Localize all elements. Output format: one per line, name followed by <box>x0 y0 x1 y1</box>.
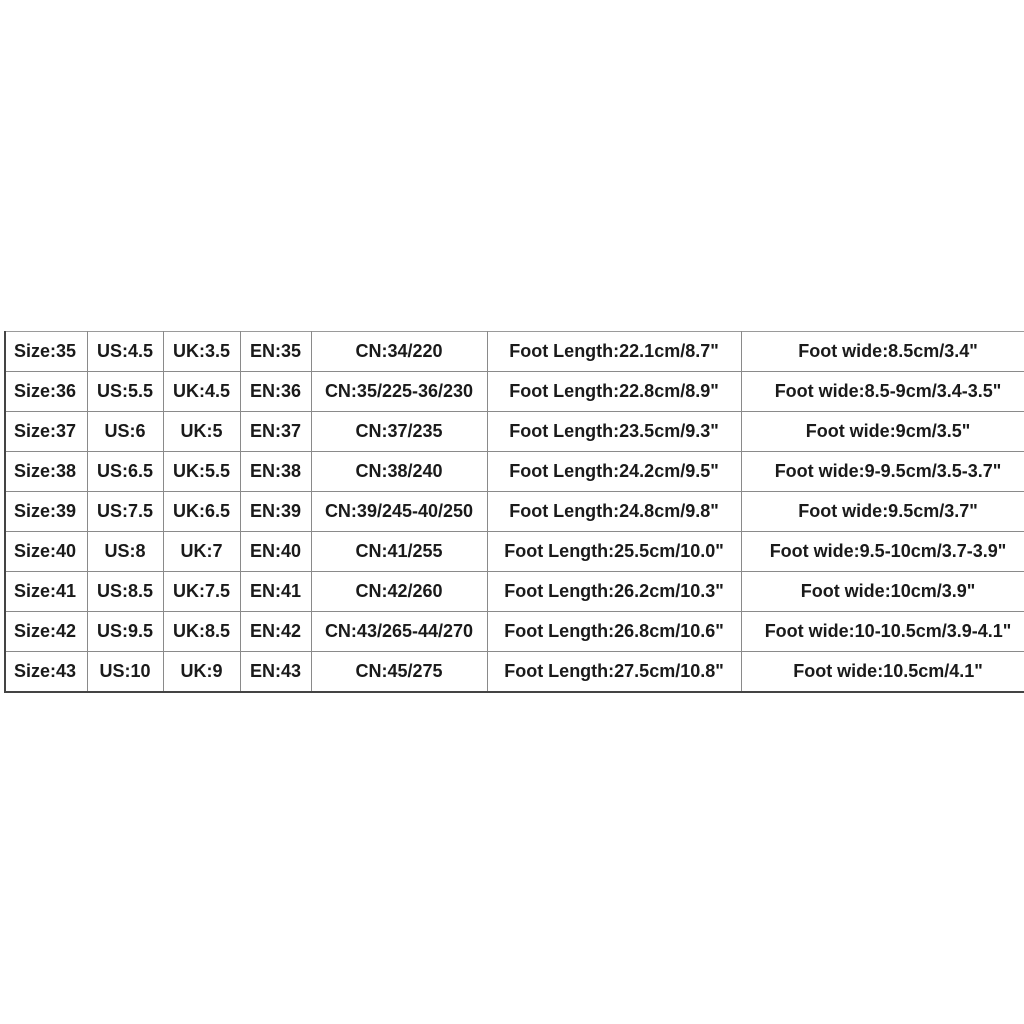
en-size-cell: EN:36 <box>240 372 311 412</box>
foot-wide-cell: Foot wide:10.5cm/4.1" <box>741 652 1024 693</box>
foot-length-cell: Foot Length:25.5cm/10.0" <box>487 532 741 572</box>
cn-size-cell: CN:43/265-44/270 <box>311 612 487 652</box>
uk-size-cell: UK:5 <box>163 412 240 452</box>
us-size-cell: US:8 <box>87 532 163 572</box>
cn-size-cell: CN:34/220 <box>311 332 487 372</box>
size-cell: Size:36 <box>5 372 87 412</box>
foot-wide-cell: Foot wide:10cm/3.9" <box>741 572 1024 612</box>
en-size-cell: EN:40 <box>240 532 311 572</box>
size-chart-body <box>5 332 1024 693</box>
cn-size-cell: CN:38/240 <box>311 452 487 492</box>
us-size-cell: US:9.5 <box>87 612 163 652</box>
table-row <box>5 452 1024 492</box>
en-size-cell: EN:42 <box>240 612 311 652</box>
foot-wide-cell: Foot wide:9cm/3.5" <box>741 412 1024 452</box>
foot-length-cell: Foot Length:26.8cm/10.6" <box>487 612 741 652</box>
us-size-cell: US:10 <box>87 652 163 693</box>
us-size-cell: US:5.5 <box>87 372 163 412</box>
us-size-cell: US:7.5 <box>87 492 163 532</box>
uk-size-cell: UK:7.5 <box>163 572 240 612</box>
size-cell: Size:35 <box>5 332 87 372</box>
size-cell: Size:40 <box>5 532 87 572</box>
size-cell: Size:38 <box>5 452 87 492</box>
size-cell: Size:43 <box>5 652 87 693</box>
foot-wide-cell: Foot wide:9-9.5cm/3.5-3.7" <box>741 452 1024 492</box>
size-chart-table <box>4 331 1024 693</box>
table-row <box>5 372 1024 412</box>
foot-wide-cell: Foot wide:8.5cm/3.4" <box>741 332 1024 372</box>
table-row <box>5 332 1024 372</box>
us-size-cell: US:8.5 <box>87 572 163 612</box>
en-size-cell: EN:35 <box>240 332 311 372</box>
size-cell: Size:39 <box>5 492 87 532</box>
table-row <box>5 492 1024 532</box>
uk-size-cell: UK:3.5 <box>163 332 240 372</box>
table-row <box>5 572 1024 612</box>
cn-size-cell: CN:41/255 <box>311 532 487 572</box>
cn-size-cell: CN:45/275 <box>311 652 487 693</box>
foot-length-cell: Foot Length:22.8cm/8.9" <box>487 372 741 412</box>
table-row <box>5 612 1024 652</box>
cn-size-cell: CN:35/225-36/230 <box>311 372 487 412</box>
foot-length-cell: Foot Length:22.1cm/8.7" <box>487 332 741 372</box>
size-cell: Size:37 <box>5 412 87 452</box>
cn-size-cell: CN:42/260 <box>311 572 487 612</box>
table-row <box>5 652 1024 693</box>
size-cell: Size:41 <box>5 572 87 612</box>
en-size-cell: EN:41 <box>240 572 311 612</box>
foot-length-cell: Foot Length:27.5cm/10.8" <box>487 652 741 693</box>
uk-size-cell: UK:9 <box>163 652 240 693</box>
us-size-cell: US:6.5 <box>87 452 163 492</box>
size-cell: Size:42 <box>5 612 87 652</box>
us-size-cell: US:6 <box>87 412 163 452</box>
table-row <box>5 412 1024 452</box>
cn-size-cell: CN:39/245-40/250 <box>311 492 487 532</box>
en-size-cell: EN:39 <box>240 492 311 532</box>
table-row <box>5 532 1024 572</box>
uk-size-cell: UK:5.5 <box>163 452 240 492</box>
uk-size-cell: UK:4.5 <box>163 372 240 412</box>
foot-length-cell: Foot Length:24.2cm/9.5" <box>487 452 741 492</box>
en-size-cell: EN:38 <box>240 452 311 492</box>
en-size-cell: EN:43 <box>240 652 311 693</box>
foot-length-cell: Foot Length:23.5cm/9.3" <box>487 412 741 452</box>
uk-size-cell: UK:6.5 <box>163 492 240 532</box>
foot-wide-cell: Foot wide:9.5cm/3.7" <box>741 492 1024 532</box>
foot-length-cell: Foot Length:24.8cm/9.8" <box>487 492 741 532</box>
cn-size-cell: CN:37/235 <box>311 412 487 452</box>
uk-size-cell: UK:8.5 <box>163 612 240 652</box>
us-size-cell: US:4.5 <box>87 332 163 372</box>
foot-length-cell: Foot Length:26.2cm/10.3" <box>487 572 741 612</box>
uk-size-cell: UK:7 <box>163 532 240 572</box>
en-size-cell: EN:37 <box>240 412 311 452</box>
foot-wide-cell: Foot wide:10-10.5cm/3.9-4.1" <box>741 612 1024 652</box>
foot-wide-cell: Foot wide:8.5-9cm/3.4-3.5" <box>741 372 1024 412</box>
foot-wide-cell: Foot wide:9.5-10cm/3.7-3.9" <box>741 532 1024 572</box>
